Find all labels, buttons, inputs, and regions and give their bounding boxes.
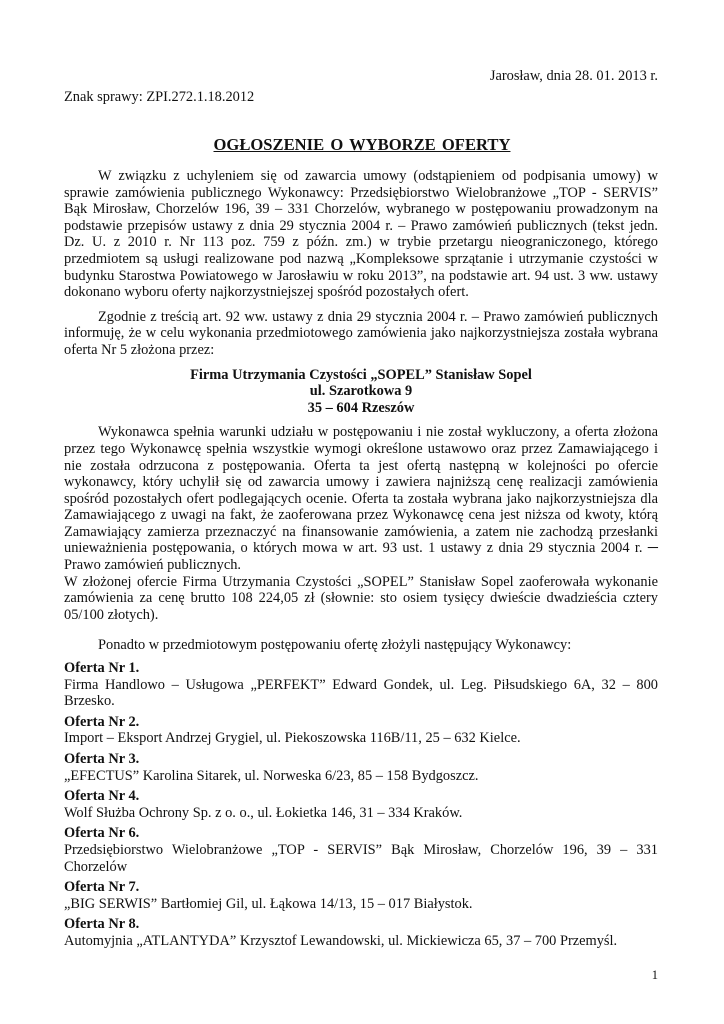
page-number: 1 (651, 968, 658, 982)
offer-item (64, 825, 658, 875)
offer-item (64, 714, 658, 747)
offer-text: Firma Handlowo – Usługowa „PERFEKT” Edward Gondek, ul. Leg. Piłsudskiego 6A, 32 – 800 Brzesko. (64, 676, 658, 710)
offer-label: Oferta Nr 2. (64, 713, 140, 730)
offer-item (64, 751, 658, 784)
offer-text: „EFECTUS” Karolina Sitarek, ul. Norweska 6/23, 85 – 158 Bydgoszcz. (64, 767, 479, 784)
document-title: OGŁOSZENIE O WYBORZE OFERTY (213, 135, 511, 154)
offer-item (64, 660, 658, 710)
winner-name: Firma Utrzymania Czystości „SOPEL” Stanisław Sopel (190, 366, 532, 383)
paragraph-selection: Zgodnie z treścią art. 92 ww. ustawy z dnia 29 stycznia 2004 r. – Prawo zamówień publicznych informuję, że w celu wykonania przedmiotowego zamówienia jako najkorzystniejsza została wybrana oferta Nr 5 złożona przez: (64, 308, 658, 358)
winner-street: ul. Szarotkowa 9 (309, 383, 413, 400)
offer-item (64, 879, 658, 912)
date-line: Jarosław, dnia 28. 01. 2013 r. (489, 68, 658, 84)
offer-text: „BIG SERWIS” Bartłomiej Gil, ul. Łąkowa 14/13, 15 – 017 Białystok. (64, 895, 473, 912)
offers-list (64, 660, 658, 950)
offer-text: Automyjnia „ATLANTYDA” Krzysztof Lewandowski, ul. Mickiewicza 65, 37 – 700 Przemyśl. (64, 932, 618, 949)
paragraph-justification: Wykonawca spełnia warunki udziału w postępowaniu i nie został wykluczony, a oferta złożona przez tego Wykonawcę spełnia wszystkie wymogi określone ustawowo oraz przez Zamawiającego i nie została odrzucona z postępowania. Oferta ta jest ofertą następną w kolejności po ofercie wykonawcy, który uchylił się od zawarcia umowy i zawiera najniższą cenę realizacji zamówienia spośród pozostałych ofert podlegających ocenie. Oferta ta została wybrana jako najkorzystniejsza dla Zamawiającego z uwagi na fakt, że zaoferowana przez Wykonawcę cena jest niższa od kwoty, którą Zamawiający zamierza przeznaczyć na finansowanie zamówienia, a zatem nie zachodzą przesłanki unieważnienia postępowania, o których mowa w art. 93 ust. 1 ustawy z dnia 29 stycznia 2004 r. ─ Prawo zamówień publicznych. (64, 424, 658, 574)
offer-label: Oferta Nr 8. (64, 916, 140, 933)
offer-text: Przedsiębiorstwo Wielobranżowe „TOP - SERVIS” Bąk Mirosław, Chorzelów 196, 39 – 331 Chorzelów (64, 841, 658, 875)
offer-label: Oferta Nr 1. (64, 660, 140, 677)
offer-text: Import – Eksport Andrzej Grygiel, ul. Piekoszowska 116B/11, 25 – 632 Kielce. (64, 730, 521, 747)
document-body (64, 168, 658, 954)
paragraph-other-offers: Ponadto w przedmiotowym postępowaniu ofertę złożyli następujący Wykonawcy: (98, 637, 572, 654)
offer-text: Wolf Służba Ochrony Sp. z o. o., ul. Łokietka 146, 31 – 334 Kraków. (64, 804, 463, 821)
paragraph-withdrawal: W związku z uchyleniem się od zawarcia umowy (odstąpieniem od podpisania umowy) w sprawie zamówienia publicznego Wykonawcy: Przedsiębiorstwo Wielobranżowe „TOP - SERVIS” Bąk Mirosław, Chorzelów 196, 39 – 331 Chorzelów, wybranego w postępowaniu prowadzonym na podstawie przepisów ustawy z dnia 29 stycznia 2004 r. – Prawo zamówień publicznych (tekst jedn. Dz. U. z 2010 r. Nr 113 poz. 759 z późn. zm.) w trybie przetargu nieograniczonego, którego przedmiotem są usługi realizowane pod nazwą „Kompleksowe sprzątanie i utrzymanie czystości w budynku Starostwa Powiatowego w Jarosławiu w roku 2013”, na podstawie art. 94 ust. 3 ww. ustawy dokonano wyboru oferty najkorzystniejszej spośród pozostałych ofert. (64, 168, 658, 301)
offer-item (64, 788, 658, 821)
winner-city: 35 – 604 Rzeszów (307, 399, 415, 416)
offer-label: Oferta Nr 7. (64, 879, 140, 896)
offer-label: Oferta Nr 6. (64, 825, 140, 842)
offer-label: Oferta Nr 4. (64, 788, 140, 805)
offer-item (64, 916, 658, 949)
paragraph-price: W złożonej ofercie Firma Utrzymania Czystości „SOPEL” Stanisław Sopel zaoferowała wykonanie zamówienia za cenę brutto 108 224,05 zł (słownie: sto osiem tysięcy dwieście dwadzieścia cztery 05/100 złotych). (64, 573, 658, 623)
offer-label: Oferta Nr 3. (64, 751, 140, 767)
case-number: Znak sprawy: ZPI.272.1.18.2012 (64, 89, 255, 105)
winning-contractor (64, 367, 658, 417)
